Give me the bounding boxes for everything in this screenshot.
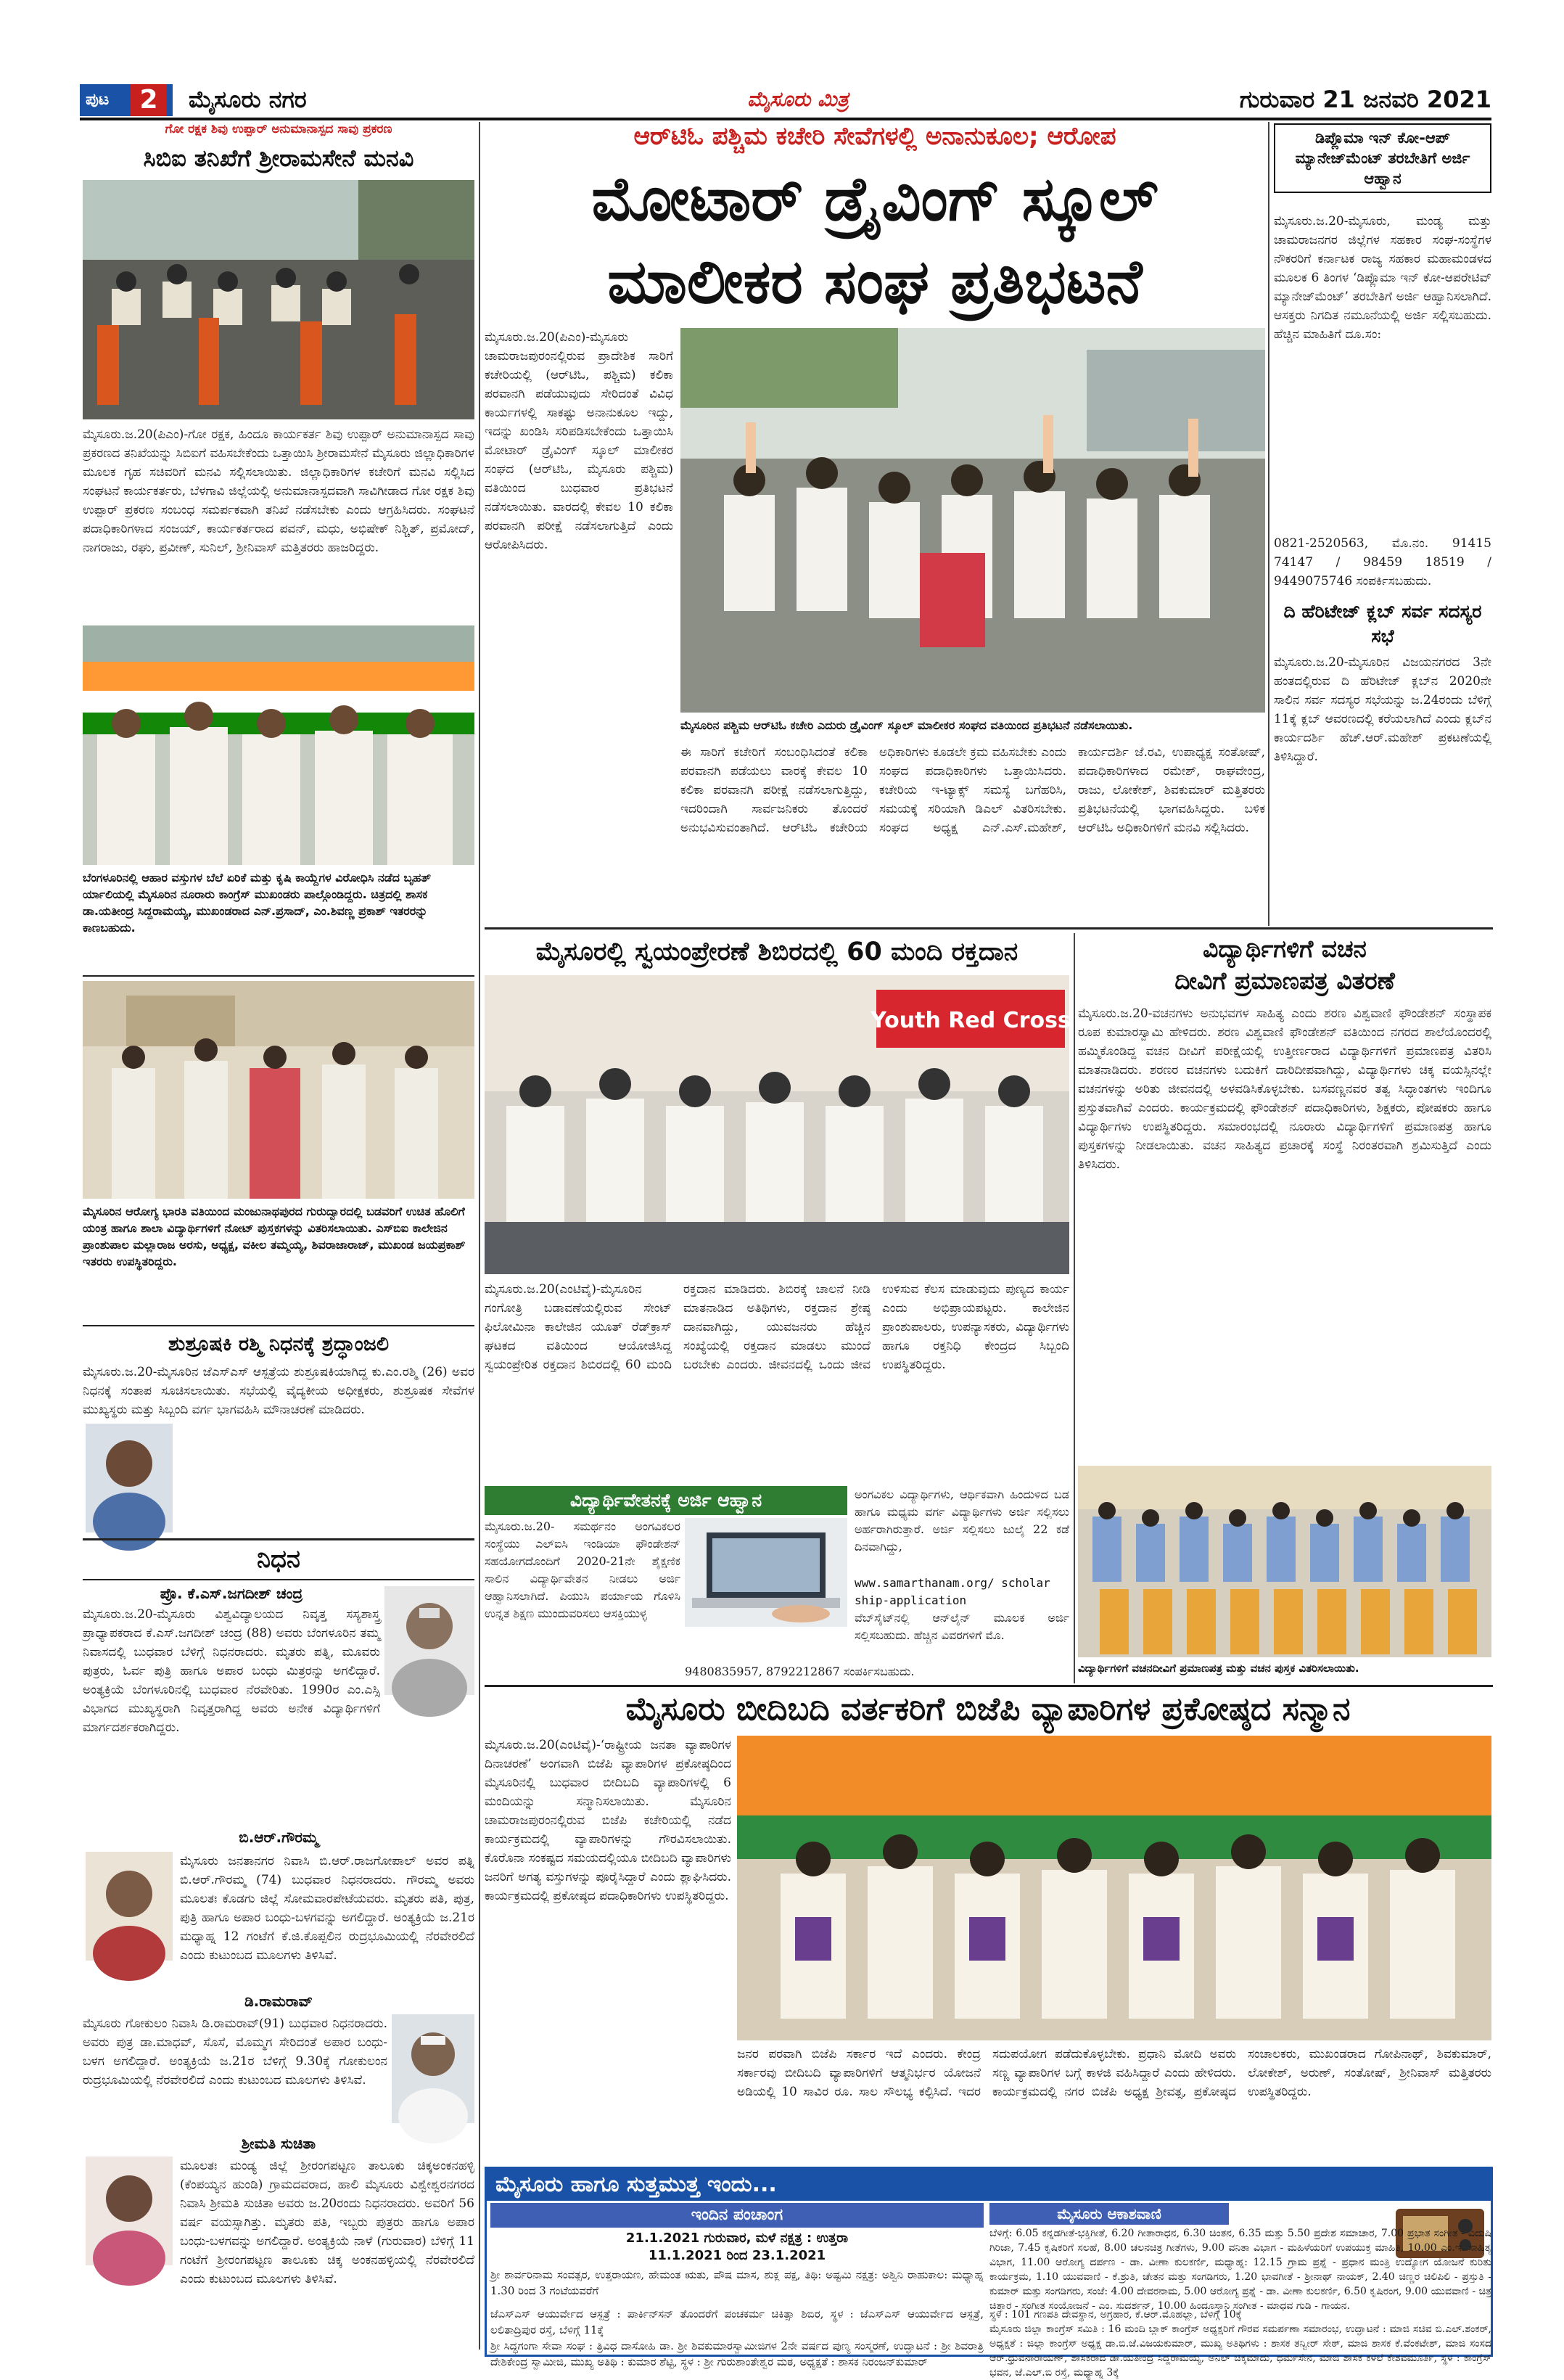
today-venue: ಸ್ಥಳ : 101 ಗಣಪತಿ ದೇವಸ್ಥಾನ, ಅಗ್ರಹಾರ, ಕೆ.ಆರ್.ಮೊಹಲ್ಲಾ, ಬೆಳಿಗ್ಗೆ 10ಕ್ಕೆ (989, 2309, 1242, 2320)
scholarship-url[interactable]: www.samarthanam.org/ scholar ship-application (855, 1576, 1050, 1607)
lead-body-top: ಮೈಸೂರು.ಜ.20(ಪಿಎಂ)-ಮೈಸೂರು ಚಾಮರಾಜಪುರಂನಲ್ಲಿರುವ ಪ್ರಾದೇಶಿಕ ಸಾರಿಗೆ ಕಚೇರಿಯಲ್ಲಿ (ಆರ್‌ಟಿಓ, ಪಶ್ಚಿಮ) ಕಲಿಕಾ ಪರವಾನಗಿ ಪಡೆಯುವುದು ಸೇರಿದಂತೆ ವಿವಿಧ ಕಾರ್ಯಗಳಲ್ಲಿ ಸಾಕಷ್ಟು ಅನಾನುಕೂಲ ಇದ್ದು, ಇದನ್ನು ಖಂಡಿಸಿ ಸರಿಪಡಿಸಬೇಕೆಂದು ಒತ್ತಾಯಿಸಿ ಮೋಟಾರ್ ಡ್ರೈವಿಂಗ್ ಸ್ಕೂಲ್ ಮಾಲೀಕರ ಸಂಘದ (ಆರ್‌ಟಿಓ, ಮೈಸೂರು ಪಶ್ಚಿಮ) ವತಿಯಿಂದ ಬುಧವಾರ ಪ್ರತಿಭಟನೆ ನಡೆಸಲಾಯಿತು. ವಾರದಲ್ಲಿ ಕೇವಲ 10 ಕಲಿಕಾ ಪರವಾನಗಿ ಪರೀಕ್ಷೆ ನಡೆಸಲಾಗುತ್ತಿದೆ ಎಂದು ಆರೋಪಿಸಿದರು. (485, 330, 673, 552)
tribute-headline: ಶುಶ್ರೂಷಕಿ ರಶ್ಮಿ ನಿಧನಕ್ಕೆ ಶ್ರದ್ಧಾಂಜಲಿ (168, 1333, 390, 1355)
obituary-photo (86, 1852, 173, 1961)
diploma-phone: 0821-2520563, ಮೊ.ನಂ. 91415 74147 / 98459 18519 / 9449075746 ಸಂಪರ್ಕಿಸಬಹುದು. (1274, 536, 1491, 588)
vachana-caption: ವಿದ್ಯಾರ್ಥಿಗಳಿಗೆ ವಚನದೀವಿಗೆ ಪ್ರಮಾಣಪತ್ರ ಮತ್ತು ವಚನ ಪುಸ್ತಕ ವಿತರಿಸಲಾಯಿತು. (1078, 1662, 1359, 1675)
page-label: ಪುಟ (86, 91, 110, 109)
cbi-headline: ಸಿಬಿಐ ತನಿಖೆಗೆ ಶ್ರೀರಾಮಸೇನೆ ಮನವಿ (143, 144, 414, 172)
scholarship-body-right: ಅಂಗವಿಕಲ ವಿದ್ಯಾರ್ಥಿಗಳು, ಆರ್ಥಿಕವಾಗಿ ಹಿಂದುಳಿದ ಬಡ ಹಾಗೂ ಮಧ್ಯಮ ವರ್ಗ ವಿದ್ಯಾರ್ಥಿಗಳು ಅರ್ಜಿ ಸಲ್ಲಿಸಲು ಅರ್ಹರಾಗಿರುತ್ತಾರೆ. ಅರ್ಜಿ ಸಲ್ಲಿಸಲು ಜುಲೈ 22 ಕಡೆ ದಿನವಾಗಿದ್ದು, (855, 1488, 1069, 1554)
panchanga-line1: 21.1.2021 ಗುರುವಾರ, ಮಳೆ ನಕ್ಷತ್ರ : ಉತ್ತರಾ (625, 2231, 849, 2246)
heritage-body: ಮೈಸೂರು.ಜ.20-ಮೈಸೂರಿನ ವಿಜಯನಗರದ 3ನೇ ಹಂತದಲ್ಲಿರುವ ದಿ ಹೆರಿಟೇಜ್ ಕ್ಲಬ್‌ನ 2020ನೇ ಸಾಲಿನ ಸರ್ವ ಸದಸ್ಯರ ಸಭೆಯನ್ನು ಜ.24ರಂದು ಬೆಳಿಗ್ಗೆ 11ಕ್ಕೆ ಕ್ಲಬ್ ಆವರಣದಲ್ಲಿ ಕರೆಯಲಾಗಿದೆ ಎಂದು ಕ್ಲಬ್‌ನ ಕಾರ್ಯದರ್ಶಿ ಹೆಚ್.ಆರ್.ಮಹೇಶ್ ಪ್ರಕಟಣೆಯಲ್ಲಿ ತಿಳಿಸಿದ್ದಾರೆ. (1274, 655, 1491, 764)
lead-kicker: ಆರ್‌ಟಿಓ ಪಶ್ಚಿಮ ಕಚೇರಿ ಸೇವೆಗಳಲ್ಲಿ ಅನಾನುಕೂಲ; ಆರೋಪ (633, 122, 1116, 151)
masthead-logo: ಮೈಸೂರು ಮಿತ್ರ (747, 87, 849, 111)
divider (83, 1579, 474, 1580)
scholarship-title: ವಿದ್ಯಾರ್ಥಿವೇತನಕ್ಕೆ ಅರ್ಜಿ ಆಹ್ವಾನ (485, 1486, 847, 1515)
aakashavani-body: ಬೆಳಿಗ್ಗೆ: 6.05 ಕನ್ನಡಗೀತೆ-ಭಕ್ತಿಗೀತೆ, 6.20 ಗೀತಾರಾಧನ, 6.30 ಚಿಂತನ, 6.35 ಮತ್ತು 5.50 ಪ್ರದೇಶ ಸಮಾಚಾರ, 7.00 ಪ್ರಭಾತ ಸಂಗೀತ - ವಿದುಷಿ ಗಿರಿಜಾ, 7.45 ಕೃಷಿಕರಿಗೆ ಸಲಹೆ, 8.00 ಚಲನಚಿತ್ರ ಗೀತೆಗಳು, 9.00 ವನಿತಾ ವಿಭಾಗ - ಮಹಿಳೆಯರಿಗೆ ಉಪಯುಕ್ತ ಮಾಹಿತಿ, 10.00 ಎಂ.ಇ. ಸಾಹಿತ್ಯ ವಿಭಾಗ, 11.00 ಆರೋಗ್ಯ ದರ್ಪಣ - ಡಾ. ವೀಣಾ ಕುಲಕರ್ಣಿ, ಮಧ್ಯಾಹ್ನ: 12.15 ಗ್ರಾಮ ಪ್ರಶ್ನೆ - ಪ್ರಧಾನ ಮಂತ್ರಿ ಉದ್ಯೋಗ ಯೋಜನೆ ಕುರಿತು ಕಾರ್ಯಕ್ರಮ, 1.10 ಯುವವಾಣಿ - ಕೆ.ಶ್ರುತಿ, ಚೇತನ ಮತ್ತು ಸಂಗಡಿಗರು, 1.20 ಭಾವಗೀತೆ - ಶ್ರೀನಾಥ್ ನಾಯಕ್, 2.40 ಚಿಣ್ಣರ ಚಿಲಿಪಿಲಿ - ಪ್ರಸ್ತುತಿ - ಕುಮಾರ್ ಮತ್ತು ಸಂಗಡಿಗರು, ಸಂಜೆ: 4.00 ದೇವರನಾಮ, 5.00 ಆರೋಗ್ಯ ಪ್ರಶ್ನೆ - ಡಾ. ವೀಣಾ ಕುಲಕರ್ಣಿ, 6.50 ಕೃಷಿರಂಗ, 9.00 ಯುವವಾಣಿ - ಚಿತ್ರ ಚಿತ್ತಾರ - ಸಂಗೀತ ಸಂಯೋಜನೆ - ಎಂ. ಸುದರ್ಶನ್, 10.00 ಹಿಂದೂಸ್ತಾನಿ ಸಂಗೀತ - ಮಾಧವ ಗುಡಿ - ಗಾಯನ. (989, 2228, 1491, 2312)
obituary-photo (392, 2014, 474, 2123)
divider (83, 1325, 474, 1326)
panchanga-title: ಇಂದಿನ ಪಂಚಾಂಗ (490, 2203, 984, 2228)
column-divider (1074, 933, 1075, 1683)
protest-photo-ramasene (83, 180, 474, 419)
cbi-kicker: ಗೋ ರಕ್ಷಕ ಶಿವು ಉಪ್ಪಾರ್ ಅನುಮಾನಾಸ್ಪದ ಸಾವು ಪ್ರಕರಣ (165, 122, 392, 136)
diploma-body: ಮೈಸೂರು.ಜ.20-ಮೈಸೂರು, ಮಂಡ್ಯ ಮತ್ತು ಚಾಮರಾಜನಗರ ಜಿಲ್ಲೆಗಳ ಸಹಕಾರ ಸಂಘ-ಸಂಸ್ಥೆಗಳ ನೌಕರರಿಗೆ ಕರ್ನಾಟಕ ರಾಜ್ಯ ಸಹಕಾರ ಮಹಾಮಂಡಳದ ಮೂಲಕ 6 ತಿಂಗಳ ‘ಡಿಪ್ಲೊಮಾ ಇನ್ ಕೋ-ಆಪರೇಟಿವ್ ಮ್ಯಾನೇಜ್‌ಮೆಂಟ್’ ತರಬೇತಿಗೆ ಅರ್ಜಿ ಆಹ್ವಾನಿಸಲಾಗಿದೆ. ಆಸಕ್ತರು ನಿಗದಿತ ನಮೂನೆಯಲ್ಲಿ ಅರ್ಜಿ ಸಲ್ಲಿಸಬಹುದು. ಹೆಚ್ಚಿನ ಮಾಹಿತಿಗೆ ದೂ.ಸಂ: (1274, 214, 1491, 342)
books-caption: ಮೈಸೂರಿನ ಆರೋಗ್ಯ ಭಾರತಿ ವತಿಯಿಂದ ಮಂಜುನಾಥಪುರದ ಗುರುದ್ವಾರದಲ್ಲಿ ಬಡವರಿಗೆ ಉಚಿತ ಹೊಲಿಗೆ ಯಂತ್ರ ಹಾಗೂ ಶಾಲಾ ವಿದ್ಯಾರ್ಥಿಗಳಿಗೆ ನೋಟ್ ಪುಸ್ತಕಗಳನ್ನು ವಿತರಿಸಲಾಯಿತು. ಎಸ್‍ಬಿಐ ಕಾಲೇಜಿನ ಪ್ರಾಂಶುಪಾಲ ಮಲ್ಲಾರಾಜ ಅರಸು, ಅಧ್ಯಕ್ಷ, ವಕೀಲ ತಮ್ಮಯ್ಯ, ಶಿವರಾಜಾರಾಜ್, ಮುಖಂಡ ಜಯಪ್ರಕಾಶ್ ಇತರರು ಉಪಸ್ಥಿತರಿದ್ದರು. (83, 1205, 466, 1268)
vachana-students-photo (1078, 1466, 1491, 1657)
diploma-title: ಡಿಪ್ಲೊಮಾ ಇನ್ ಕೋ-ಆಪ್ ಮ್ಯಾನೇಜ್‌ಮೆಂಟ್ ತರಬೇತಿಗೆ ಅರ್ಜಿ ಆಹ್ವಾನ (1274, 123, 1491, 193)
lead-photo-caption: ಮೈಸೂರಿನ ಪಶ್ಚಿಮ ಆರ್‌ಟಿಓ ಕಚೇರಿ ಎದುರು ಡ್ರೈವಿಂಗ್ ಸ್ಕೂಲ್ ಮಾಲೀಕರ ಸಂಘದ ವತಿಯಿಂದ ಪ್ರತಿಭಟನೆ ನಡೆಸಲಾಯಿತು. (680, 718, 1133, 732)
lead-headline-line1: ಮೋಟಾರ್ ಡ್ರೈವಿಂಗ್ ಸ್ಕೂಲ್ (591, 163, 1158, 234)
blood-headline: ಮೈಸೂರಲ್ಲಿ ಸ್ವಯಂಪ್ರೇರಣೆ ಶಿಬಿರದಲ್ಲಿ 60 ಮಂದಿ ರಕ್ತದಾನ (535, 937, 1018, 967)
obituary-name: ಶ್ರೀಮತಿ ಸುಚಿತಾ (241, 2135, 316, 2152)
bjp-headline: ಮೈಸೂರು ಬೀದಿಬದಿ ವರ್ತಕರಿಗೆ ಬಿಜೆಪಿ ವ್ಯಾಪಾರಿಗಳ ಪ್ರಕೋಷ್ಠದ ಸನ್ಮಾನ (625, 1691, 1351, 1728)
divider (83, 975, 474, 977)
scholarship-body-right2: ವೆಬ್‌ಸೈಟ್‌ನಲ್ಲಿ ಆನ್‌ಲೈನ್ ಮೂಲಕ ಅರ್ಜಿ ಸಲ್ಲಿಸಬಹುದು. ಹೆಚ್ಚಿನ ವಿವರಗಳಿಗೆ ಮೊ. (855, 1611, 1069, 1642)
scholarship-phone: 9480835957, 8792212867 ಸಂಪರ್ಕಿಸಬಹುದು. (685, 1665, 915, 1678)
obituary-photo (86, 2157, 173, 2265)
panchanga-line2: 11.1.2021 ರಿಂದ 23.1.2021 (648, 2248, 826, 2263)
driving-school-protest-photo (680, 328, 1265, 713)
books-distribution-photo (83, 981, 474, 1199)
scholarship-body: ಮೈಸೂರು.ಜ.20- ಸಮರ್ಥನಂ ಅಂಗವಿಕಲರ ಸಂಸ್ಥೆಯು ಎಲ್‌ಐಸಿ ಇಂಡಿಯಾ ಫೌಂಡೇಶನ್ ಸಹಯೋಗದೊಂದಿಗೆ 2020-21ನೇ ಶೈಕ್ಷಣಿಕ ಸಾಲಿನ ವಿದ್ಯಾರ್ಥಿವೇತನ ನೀಡಲು ಅರ್ಜಿ ಆಹ್ವಾನಿಸಲಾಗಿದೆ. ಪಿಯುಸಿ ಪರ್ಯಾಯ ಗೊಳಿಸಿ ಉನ್ನತ ಶಿಕ್ಷಣ ಮುಂದುವರಿಸಲು ಆಸಕ್ತಿಯುಳ್ಳ (485, 1519, 680, 1620)
rashmi-photo (86, 1424, 173, 1532)
vachana-headline-line1: ವಿದ್ಯಾರ್ಥಿಗಳಿಗೆ ವಚನ (1203, 935, 1367, 963)
heritage-title: ದಿ ಹೆರಿಟೇಜ್ ಕ್ಲಬ್ ಸರ್ವ ಸದಸ್ಯರ ಸಭೆ (1283, 601, 1482, 647)
obituary-body: ಮೂಲತಃ ಮಂಡ್ಯ ಜಿಲ್ಲೆ ಶ್ರೀರಂಗಪಟ್ಟಣ ತಾಲೂಕು ಚಿಕ್ಕಅಂಕನಹಳ್ಳಿ (ಕೆಂಪಯ್ಯನ ಹುಂಡಿ) ಗ್ರಾಮದವರಾದ, ಹಾಲಿ ಮೈಸೂರು ವಿಶ್ವೇಶ್ವರನಗರದ ನಿವಾಸಿ ಶ್ರೀಮತಿ ಸುಚಿತಾ ಅವರು ಜ.20ರಂದು ನಿಧನರಾದರು. ಅವರಿಗೆ 56 ವರ್ಷ ವಯಸ್ಸಾಗಿತ್ತು. ಮೃತರು ಪತಿ, ಇಬ್ಬರು ಪುತ್ರರು ಹಾಗೂ ಅಪಾರ ಬಂಧು-ಬಳಗವನ್ನು ಅಗಲಿದ್ದಾರೆ. ಅಂತ್ಯಕ್ರಿಯೆ ನಾಳೆ (ಗುರುವಾರ) ಬೆಳಿಗ್ಗೆ 11 ಗಂಟೆಗೆ ಶ್ರೀರಂಗಪಟ್ಟಣ ತಾಲೂಕು ಚಿಕ್ಕ ಅಂಕನಹಳ್ಳಿಯಲ್ಲಿ ನೆರವೇರಲಿದೆ ಎಂದು ಕುಟುಂಬದ ಮೂಲಗಳು ತಿಳಿಸಿವೆ. (180, 2159, 474, 2286)
divider (485, 1685, 1493, 1687)
issue-date: ಗುರುವಾರ 21 ಜನವರಿ 2021 (1239, 86, 1491, 113)
obituary-body: ಮೈಸೂರು ಜನತಾನಗರ ನಿವಾಸಿ ಬಿ.ಆರ್.ರಾಜಗೋಪಾಲ್ ಅವರ ಪತ್ನಿ ಬಿ.ಆರ್.ಗೌರಮ್ಮ (74) ಬುಧವಾರ ನಿಧನರಾದರು. ಗೌರಮ್ಮ ಅವರು ಮೂಲತಃ ಕೊಡಗು ಜಿಲ್ಲೆ ಸೋಮವಾರಪೇಟೆಯವರು. ಮೃತರು ಪತಿ, ಪುತ್ರ, ಪುತ್ರಿ ಹಾಗೂ ಅಪಾರ ಬಂಧು-ಬಳಗವನ್ನು ಅಗಲಿದ್ದಾರೆ. ಅಂತ್ಯಕ್ರಿಯೆ ಜ.21ರ ಮಧ್ಯಾಹ್ನ 12 ಗಂಟೆಗೆ ಕೆ.ಜಿ.ಕೊಪ್ಪಲಿನ ರುದ್ರಭೂಮಿಯಲ್ಲಿ ನೆರವೇರಲಿದೆ ಎಂದು ಕುಟುಂಬದ ಮೂಲಗಳು ತಿಳಿಸಿವೆ. (180, 1854, 474, 1963)
obituary-heading: ನಿಧನ (257, 1545, 300, 1574)
blood-body: ಮೈಸೂರು.ಜ.20(ಎಂಟಿವೈ)-ಮೈಸೂರಿನ ಗಂಗೋತ್ರಿ ಬಡಾವಣೆಯಲ್ಲಿರುವ ಸೇಂಟ್ ಫಿಲೋಮಿನಾ ಕಾಲೇಜಿನ ಯೂತ್ ರೆಡ್‌ಕ್ರಾಸ್ ಘಟಕದ ವತಿಯಿಂದ ಆಯೋಜಿಸಿದ್ದ ಸ್ವಯಂಪ್ರೇರಿತ ರಕ್ತದಾನ ಶಿಬಿರದಲ್ಲಿ 60 ಮಂದಿ ರಕ್ತದಾನ ಮಾಡಿದರು. ಶಿಬಿರಕ್ಕೆ ಚಾಲನೆ ನೀಡಿ ಮಾತನಾಡಿದ ಅತಿಥಿಗಳು, ರಕ್ತದಾನ ಶ್ರೇಷ್ಠ ದಾನವಾಗಿದ್ದು, ಯುವಜನರು ಹೆಚ್ಚಿನ ಸಂಖ್ಯೆಯಲ್ಲಿ ರಕ್ತದಾನ ಮಾಡಲು ಮುಂದೆ ಬರಬೇಕು ಎಂದರು. ಜೀವನದಲ್ಲಿ ಒಂದು ಜೀವ ಉಳಿಸುವ ಕೆಲಸ ಮಾಡುವುದು ಪುಣ್ಯದ ಕಾರ್ಯ ಎಂದು ಅಭಿಪ್ರಾಯಪಟ್ಟರು. ಕಾಲೇಜಿನ ಪ್ರಾಂಶುಪಾಲರು, ಉಪನ್ಯಾಸಕರು, ವಿದ್ಯಾರ್ಥಿಗಳು ಹಾಗೂ ರಕ್ತನಿಧಿ ಕೇಂದ್ರದ ಸಿಬ್ಬಂದಿ ಉಪಸ್ಥಿತರಿದ್ದರು. (485, 1282, 1069, 1372)
blood-donation-photo (485, 975, 1069, 1274)
obituary-body: ಮೈಸೂರು.ಜ.20-ಮೈಸೂರು ವಿಶ್ವವಿದ್ಯಾಲಯದ ನಿವೃತ್ತ ಸಸ್ಯಶಾಸ್ತ್ರ ಪ್ರಾಧ್ಯಾಪಕರಾದ ಕೆ.ಎಸ್.ಜಗದೀಶ್ ಚಂದ್ರ (88) ಅವರು ಬೆಂಗಳೂರಿನ ತಮ್ಮ ನಿವಾಸದಲ್ಲಿ ಬುಧವಾರ ಬೆಳಿಗ್ಗೆ ನಿಧನರಾದರು. ಮೃತರು ಪತ್ನಿ, ಮೂವರು ಪುತ್ರರು, ಓರ್ವ ಪುತ್ರಿ ಹಾಗೂ ಅಪಾರ ಬಂಧು ಮಿತ್ರರನ್ನು ಅಗಲಿದ್ದಾರೆ. ಅಂತ್ಯಕ್ರಿಯೆ ಬೆಂಗಳೂರಿನಲ್ಲಿ ಬುಧವಾರ ನೆರವೇರಿತು. 1990ರ ಎಂ.ಎಸ್ಸಿ ವಿಭಾಗದ ಮುಖ್ಯಸ್ಥರಾಗಿ ನಿವೃತ್ತರಾಗಿದ್ದ ಅವರು ಅನೇಕ ವಿದ್ಯಾರ್ಥಿಗಳಿಗೆ ಮಾರ್ಗದರ್ಶಕರಾಗಿದ್ದರು. (83, 1607, 380, 1735)
obituary-name: ಡಿ.ರಾಮರಾವ್ (244, 1993, 313, 2010)
congress-caption: ಬೆಂಗಳೂರಿನಲ್ಲಿ ಆಹಾರ ವಸ್ತುಗಳ ಬೆಲೆ ಏರಿಕೆ ಮತ್ತು ಕೃಷಿ ಕಾಯ್ದೆಗಳ ವಿರೋಧಿಸಿ ನಡೆದ ಬೃಹತ್ ರ್ಯಾಲಿಯಲ್ಲಿ ಮೈಸೂರಿನ ನೂರಾರು ಕಾಂಗ್ರೆಸ್ ಮುಖಂಡರು ಪಾಲ್ಗೊಂಡಿದ್ದರು. ಚಿತ್ರದಲ್ಲಿ ಶಾಸಕ ಡಾ.ಯತೀಂದ್ರ ಸಿದ್ದರಾಮಯ್ಯ, ಮುಖಂಡರಾದ ಎನ್.ಪ್ರಸಾದ್, ಎಂ.ಶಿವಣ್ಣ ಪ್ರಕಾಶ್ ಇತರರನ್ನು ಕಾಣಬಹುದು. (83, 871, 431, 935)
obituary-body: ಮೈಸೂರು ಗೋಕುಲಂ ನಿವಾಸಿ ಡಿ.ರಾಮರಾವ್(91) ಬುಧವಾರ ನಿಧನರಾದರು. ಅವರು ಪುತ್ರ ಡಾ.ಮಾಧವ್, ಸೊಸೆ, ಮೊಮ್ಮಗ ಸೇರಿದಂತೆ ಅಪಾರ ಬಂಧು-ಬಳಗ ಅಗಲಿದ್ದಾರೆ. ಅಂತ್ಯಕ್ರಿಯೆ ಜ.21ರ ಬೆಳಿಗ್ಗೆ 9.30ಕ್ಕೆ ಗೋಕುಲಂನ ರುದ್ರಭೂಮಿಯಲ್ಲಿ ನೆರವೇರಲಿದೆ ಎಂದು ಕುಟುಂಬದ ಮೂಲಗಳು ತಿಳಿಸಿವೆ. (83, 2016, 387, 2088)
lead-body-cont: ಈ ಸಾರಿಗೆ ಕಚೇರಿಗೆ ಸಂಬಂಧಿಸಿದಂತೆ ಕಲಿಕಾ ಪರವಾನಗಿ ಪಡೆಯಲು ವಾರಕ್ಕೆ ಕೇವಲ 10 ಕಲಿಕಾ ಪರವಾನಗಿ ಪರೀಕ್ಷೆ ನಡೆಸಲಾಗುತ್ತಿದ್ದು, ಇದರಿಂದಾಗಿ ಸಾರ್ವಜನಿಕರು ತೊಂದರೆ ಅನುಭವಿಸುವಂತಾಗಿದೆ. ಆರ್‌ಟಿಓ ಕಚೇರಿಯ ಅಧಿಕಾರಿಗಳು ಕೂಡಲೇ ಕ್ರಮ ವಹಿಸಬೇಕು ಎಂದು ಸಂಘದ ಪದಾಧಿಕಾರಿಗಳು ಒತ್ತಾಯಿಸಿದರು. ಕಚೇರಿಯ ಇ-ಟ್ಯಾಕ್ಸ್ ಸಮಸ್ಯೆ ಬಗೆಹರಿಸಿ, ಸಮಯಕ್ಕೆ ಸರಿಯಾಗಿ ಡಿಎಲ್ ವಿತರಿಸಬೇಕು. ಸಂಘದ ಅಧ್ಯಕ್ಷ ಎನ್.ಎಸ್.ಮಹೇಶ್, ಕಾರ್ಯದರ್ಶಿ ಜೆ.ರವಿ, ಉಪಾಧ್ಯಕ್ಷ ಸಂತೋಷ್, ಪದಾಧಿಕಾರಿಗಳಾದ ರಮೇಶ್, ರಾಘವೇಂದ್ರ, ರಾಜು, ಲೋಕೇಶ್, ಶಿವಕುಮಾರ್ ಮತ್ತಿತರರು ಪ್ರತಿಭಟನೆಯಲ್ಲಿ ಭಾಗವಹಿಸಿದ್ದರು. ಬಳಿಕ ಆರ್‌ಟಿಓ ಅಧಿಕಾರಿಗಳಿಗೆ ಮನವಿ ಸಲ್ಲಿಸಿದರು. (680, 745, 1265, 835)
obituary-name: ಪ್ರೊ. ಕೆ.ಎಸ್.ಜಗದೀಶ್ ಚಂದ್ರ (160, 1585, 303, 1602)
column-divider (479, 122, 480, 2350)
header-rule (80, 118, 1491, 120)
congress-rally-photo (83, 625, 474, 865)
page-number: 2 (131, 84, 167, 116)
today-event: ಜೆಎಸ್‍ಎಸ್ ಆಯುರ್ವೇದ ಆಸ್ಪತ್ರೆ : ಪಾರ್ಕಿನ್‍ಸನ್ ತೊಂದರೆಗೆ ಪಂಚಕರ್ಮ ಚಿಕಿತ್ಸಾ ಶಿಬಿರ, ಸ್ಥಳ : ಜೆಎಸ್‍ಎಸ್ ಆಯುರ್ವೇದ ಆಸ್ಪತ್ರೆ, ಲಲಿತಾದ್ರಿಪುರ ರಸ್ತೆ, ಬೆಳಿಗ್ಗೆ 11ಕ್ಕೆ (490, 2307, 984, 2336)
today-event: ಶ್ರೀ ಸಿದ್ಧಗಂಗಾ ಸೇವಾ ಸಂಘ : ತ್ರಿವಿಧ ದಾಸೋಹಿ ಡಾ. ಶ್ರೀ ಶಿವಕುಮಾರಸ್ವಾಮೀಜಿಗಳ 2ನೇ ವರ್ಷದ ಪುಣ್ಯ ಸಂಸ್ಮರಣೆ, ಉದ್ಘಾಟನೆ : ಶ್ರೀ ಶಿವರಾತ್ರಿ ದೇಶಿಕೇಂದ್ರ ಸ್ವಾಮೀಜಿ, ಮುಖ್ಯ ಅತಿಥಿ : ಕುಮಾರ ಶೆಟ್ಟಿ, ಸ್ಥಳ : ಶ್ರೀ ಗುರುಶಾಂತೇಶ್ವರ ಮಠ, ಅಧ್ಯಕ್ಷತೆ : ಶಾಸಕ ನಿರಂಜನ್‌ಕುಮಾರ್ (490, 2339, 984, 2368)
obituary-photo (384, 1586, 474, 1695)
laptop-photo (685, 1518, 847, 1627)
tribute-body: ಮೈಸೂರು.ಜ.20-ಮೈಸೂರಿನ ಜೆಎಸ್‍ಎಸ್ ಆಸ್ಪತ್ರೆಯ ಶುಶ್ರೂಷಕಿಯಾಗಿದ್ದ ಕು.ಎಂ.ರಶ್ಮಿ (26) ಅವರ ನಿಧನಕ್ಕೆ ಸಂತಾಪ ಸೂಚಿಸಲಾಯಿತು. ಸಭೆಯಲ್ಲಿ ವೈದ್ಯಕೀಯ ಅಧೀಕ್ಷಕರು, ಶುಶ್ರೂಷಕ ಸೇವೆಗಳ ಮುಖ್ಯಸ್ಥರು ಮತ್ತು ಸಿಬ್ಬಂದಿ ವರ್ಗ ಭಾಗವಹಿಸಿ ಮೌನಾಚರಣೆ ಮಾಡಿದರು. (83, 1365, 474, 1417)
obituary-name: ಬಿ.ಆರ್.ಗೌರಮ್ಮ (239, 1829, 318, 1846)
panchanga-body: ಶ್ರೀ ಶಾರ್ವರಿನಾಮ ಸಂವತ್ಸರ, ಉತ್ತರಾಯಣ, ಹೇಮಂತ ಋತು, ಪೌಷ ಮಾಸ, ಶುಕ್ಲ ಪಕ್ಷ, ತಿಥಿ: ಅಷ್ಟಮಿ ನಕ್ಷತ್ರ: ಅಶ್ವಿನಿ ರಾಹುಕಾಲ: ಮಧ್ಯಾಹ್ನ 1.30 ರಿಂದ 3 ಗಂಟೆಯವರೆಗೆ (490, 2268, 984, 2297)
divider (83, 1538, 474, 1540)
column-divider (1268, 122, 1269, 926)
lead-headline-line2: ಮಾಲೀಕರ ಸಂಘ ಪ್ರತಿಭಟನೆ (607, 246, 1143, 317)
tribute-body-cont (180, 1427, 474, 1528)
aakashavani-title: ಮೈಸೂರು ಆಕಾಶವಾಣಿ (989, 2203, 1229, 2225)
page-header (80, 81, 1491, 118)
bjp-body-bottom: ಜನರ ಪರವಾಗಿ ಬಿಜೆಪಿ ಸರ್ಕಾರ ಇದೆ ಎಂದರು. ಕೇಂದ್ರ ಸರ್ಕಾರವು ಬೀದಿಬದಿ ವ್ಯಾಪಾರಿಗಳಿಗೆ ಆತ್ಮನಿರ್ಭರ ಯೋಜನೆ ಅಡಿಯಲ್ಲಿ 10 ಸಾವಿರ ರೂ. ಸಾಲ ಸೌಲಭ್ಯ ಕಲ್ಪಿಸಿದೆ. ಇದರ ಸದುಪಯೋಗ ಪಡೆದುಕೊಳ್ಳಬೇಕು. ಪ್ರಧಾನಿ ಮೋದಿ ಅವರು ಸಣ್ಣ ವ್ಯಾಪಾರಿಗಳ ಬಗ್ಗೆ ಕಾಳಜಿ ವಹಿಸಿದ್ದಾರೆ ಎಂದು ಹೇಳಿದರು. ಕಾರ್ಯಕ್ರಮದಲ್ಲಿ ನಗರ ಬಿಜೆಪಿ ಅಧ್ಯಕ್ಷ ಶ್ರೀವತ್ಸ, ಪ್ರಕೋಷ್ಠದ ಸಂಚಾಲಕರು, ಮುಖಂಡರಾದ ಗೋಪಿನಾಥ್, ಶಿವಕುಮಾರ್, ಲೋಕೇಶ್, ಅರುಣ್, ಸಂತೋಷ್, ಶ್ರೀನಿವಾಸ್ ಮತ್ತಿತರರು ಉಪಸ್ಥಿತರಿದ್ದರು. (737, 2047, 1491, 2099)
vachana-headline-line2: ದೀವಿಗೆ ಪ್ರಮಾಣಪತ್ರ ವಿತರಣೆ (1174, 967, 1395, 995)
youth-red-cross-banner: Youth Red Cross (871, 1008, 1071, 1033)
congress-event: ಮೈಸೂರು ಜಿಲ್ಲಾ ಕಾಂಗ್ರೆಸ್ ಸಮಿತಿ : 16 ಮಂದಿ ಬ್ಲಾಕ್ ಕಾಂಗ್ರೆಸ್ ಅಧ್ಯಕ್ಷರಿಗೆ ಗೌರವ ಸಮರ್ಪಣಾ ಸಮಾರಂಭ, ಉದ್ಘಾಟನೆ : ಮಾಜಿ ಸಚಿವ ಬಿ.ಎಲ್.ಶಂಕರ್, ಅಧ್ಯಕ್ಷತೆ : ಜಿಲ್ಲಾ ಕಾಂಗ್ರೆಸ್ ಅಧ್ಯಕ್ಷ ಡಾ.ಬಿ.ಜೆ.ವಿಜಯಕುಮಾರ್, ಮುಖ್ಯ ಅತಿಥಿಗಳು : ಶಾಸಕ ತನ್ವೀರ್ ಸೇಠ್, ಮಾಜಿ ಶಾಸಕ ಕೆ.ವೆಂಕಟೇಶ್, ಮಾಜಿ ಸಂಸದ ಆರ್.ಧ್ರುವನಾರಾಯಣ್, ಶಾಸಕರಾದ ಡಾ.ಯತೀಂದ್ರ ಸಿದ್ದರಾಮಯ್ಯ, ಅನಿಲ್ ಚಿಕ್ಕಮಾದು, ಧರ್ಮಸೇನ, ಮಾಜಿ ಶಾಸಕ ಕಳಲೆ ಕೇಶವಮೂರ್ತಿ, ಸ್ಥಳ : ಕಾಂಗ್ರೆಸ್ ಭವನ, ಜೆ.ಎಲ್.ಬಿ ರಸ್ತೆ, ಮಧ್ಯಾಹ್ನ 3ಕ್ಕೆ (989, 2323, 1491, 2379)
section-name: ಮೈಸೂರು ನಗರ (189, 86, 307, 113)
cbi-body: ಮೈಸೂರು.ಜ.20(ಪಿಎಂ)-ಗೋ ರಕ್ಷಕ, ಹಿಂದೂ ಕಾರ್ಯಕರ್ತ ಶಿವು ಉಪ್ಪಾರ್ ಅನುಮಾನಾಸ್ಪದ ಸಾವು ಪ್ರಕರಣದ ತನಿಖೆಯನ್ನು ಸಿಬಿಐಗೆ ವಹಿಸಬೇಕೆಂದು ಒತ್ತಾಯಿಸಿ ಶ್ರೀರಾಮಸೇನೆ ಮೈಸೂರು ಜಿಲ್ಲಾಧಿಕಾರಿಗಳ ಮೂಲಕ ಗೃಹ ಸಚಿವರಿಗೆ ಮನವಿ ಸಲ್ಲಿಸಲಾಯಿತು. ಜಿಲ್ಲಾಧಿಕಾರಿಗಳ ಕಚೇರಿಗೆ ಮನವಿ ಸಲ್ಲಿಸಿದ ಸಂಘಟನೆ ಕಾರ್ಯಕರ್ತರು, ಬೆಳಗಾವಿ ಜಿಲ್ಲೆಯಲ್ಲಿ ಅನುಮಾನಾಸ್ಪದವಾಗಿ ಸಾವಿಗೀಡಾದ ಗೋ ರಕ್ಷಕ ಶಿವು ಉಪ್ಪಾರ್ ಪ್ರಕರಣ ಸಂಬಂಧ ಸಮರ್ಪಕವಾಗಿ ತನಿಖೆ ನಡೆಸಬೇಕು ಎಂದು ಆಗ್ರಹಿಸಿದರು. ಸಂಘಟನೆ ಪದಾಧಿಕಾರಿಗಳಾದ ಸಂಜಯ್, ಕಾರ್ಯಕರ್ತರಾದ ಪವನ್, ಮಧು, ಅಭಿಷೇಕ್ ನಿಶ್ಚಿತ್, ಪ್ರಮೋದ್, ನಾಗರಾಜು, ರಘು, ಪ್ರವೀಣ್, ಸುನಿಲ್, ಶ್ರೀನಿವಾಸ್ ಮತ್ತಿತರರು ಹಾಜರಿದ್ದರು. (83, 427, 474, 555)
bjp-felicitation-photo (737, 1736, 1491, 2040)
vachana-body: ಮೈಸೂರು.ಜ.20-ವಚನಗಳು ಅನುಭವಗಳ ಸಾಹಿತ್ಯ ಎಂದು ಶರಣ ವಿಶ್ವವಾಣಿ ಫೌಂಡೇಶನ್ ಸಂಸ್ಥಾಪಕ ರೂಪ ಕುಮಾರಸ್ವಾಮಿ ಹೇಳಿದರು. ಶರಣ ವಿಶ್ವವಾಣಿ ಫೌಂಡೇಶನ್ ವತಿಯಿಂದ ನಗರದ ಶಾಲೆಯೊಂದರಲ್ಲಿ ಹಮ್ಮಿಕೊಂಡಿದ್ದ ವಚನ ದೀವಿಗೆ ಪರೀಕ್ಷೆಯಲ್ಲಿ ಉತ್ತೀರ್ಣರಾದ ವಿದ್ಯಾರ್ಥಿಗಳಿಗೆ ಪ್ರಮಾಣಪತ್ರ ವಿತರಿಸಿ ಮಾತನಾಡಿದರು. ಶರಣರ ವಚನಗಳು ಬದುಕಿಗೆ ದಾರಿದೀಪವಾಗಿದ್ದು, ವಿದ್ಯಾರ್ಥಿಗಳು ಚಿಕ್ಕ ವಯಸ್ಸಿನಲ್ಲೇ ವಚನಗಳನ್ನು ಅರಿತು ಜೀವನದಲ್ಲಿ ಅಳವಡಿಸಿಕೊಳ್ಳಬೇಕು. ಬಸವಣ್ಣನವರ ತತ್ವ ಸಿದ್ಧಾಂತಗಳು ಇಂದಿಗೂ ಪ್ರಸ್ತುತವಾಗಿವೆ ಎಂದರು. ಕಾರ್ಯಕ್ರಮದಲ್ಲಿ ಫೌಂಡೇಶನ್ ಪದಾಧಿಕಾರಿಗಳು, ಶಿಕ್ಷಕರು, ಪೋಷಕರು ಹಾಗೂ ವಿದ್ಯಾರ್ಥಿಗಳು ಉಪಸ್ಥಿತರಿದ್ದರು. ಸಮಾರಂಭದಲ್ಲಿ ನೂರಾರು ವಿದ್ಯಾರ್ಥಿಗಳಿಗೆ ಪ್ರಮಾಣಪತ್ರ ಹಾಗೂ ಪುಸ್ತಕಗಳನ್ನು ನೀಡಲಾಯಿತು. ವಚನ ಸಾಹಿತ್ಯದ ಪ್ರಚಾರಕ್ಕೆ ಸಂಸ್ಥೆ ನಿರಂತರವಾಗಿ ಶ್ರಮಿಸುತ್ತಿದೆ ಎಂದು ತಿಳಿಸಿದರು. (1078, 1006, 1491, 1172)
bjp-body-left: ಮೈಸೂರು.ಜ.20(ಎಂಟಿವೈ)-‘ರಾಷ್ಟ್ರೀಯ ಜನತಾ ವ್ಯಾಪಾರಿಗಳ ದಿನಾಚರಣೆ’ ಅಂಗವಾಗಿ ಬಿಜೆಪಿ ವ್ಯಾಪಾರಿಗಳ ಪ್ರಕೋಷ್ಠದಿಂದ ಮೈಸೂರಿನಲ್ಲಿ ಬುಧವಾರ ಬೀದಿಬದಿ ವ್ಯಾಪಾರಿಗಳಲ್ಲಿ 6 ಮಂದಿಯನ್ನು ಸನ್ಮಾನಿಸಲಾಯಿತು. ಮೈಸೂರಿನ ಚಾಮರಾಜಪುರಂನಲ್ಲಿರುವ ಬಿಜೆಪಿ ಕಚೇರಿಯಲ್ಲಿ ನಡೆದ ಕಾರ್ಯಕ್ರಮದಲ್ಲಿ ವ್ಯಾಪಾರಿಗಳನ್ನು ಗೌರವಿಸಲಾಯಿತು. ಕೊರೊನಾ ಸಂಕಷ್ಟದ ಸಮಯದಲ್ಲಿಯೂ ಬೀದಿಬದಿ ವ್ಯಾಪಾರಿಗಳು ಜನರಿಗೆ ಅಗತ್ಯ ವಸ್ತುಗಳನ್ನು ಪೂರೈಸಿದ್ದಾರೆ ಎಂದು ಶ್ಲಾಘಿಸಿದರು. ಕಾರ್ಯಕ್ರಮದಲ್ಲಿ ಪ್ರಕೋಷ್ಠದ ಪದಾಧಿಕಾರಿಗಳು ಉಪಸ್ಥಿತರಿದ್ದರು. (485, 1738, 731, 1903)
divider (485, 927, 1493, 930)
page-number-box (80, 84, 173, 116)
today-title: ಮೈಸೂರು ಹಾಗೂ ಸುತ್ತಮುತ್ತ ಇಂದು... (487, 2169, 1491, 2201)
